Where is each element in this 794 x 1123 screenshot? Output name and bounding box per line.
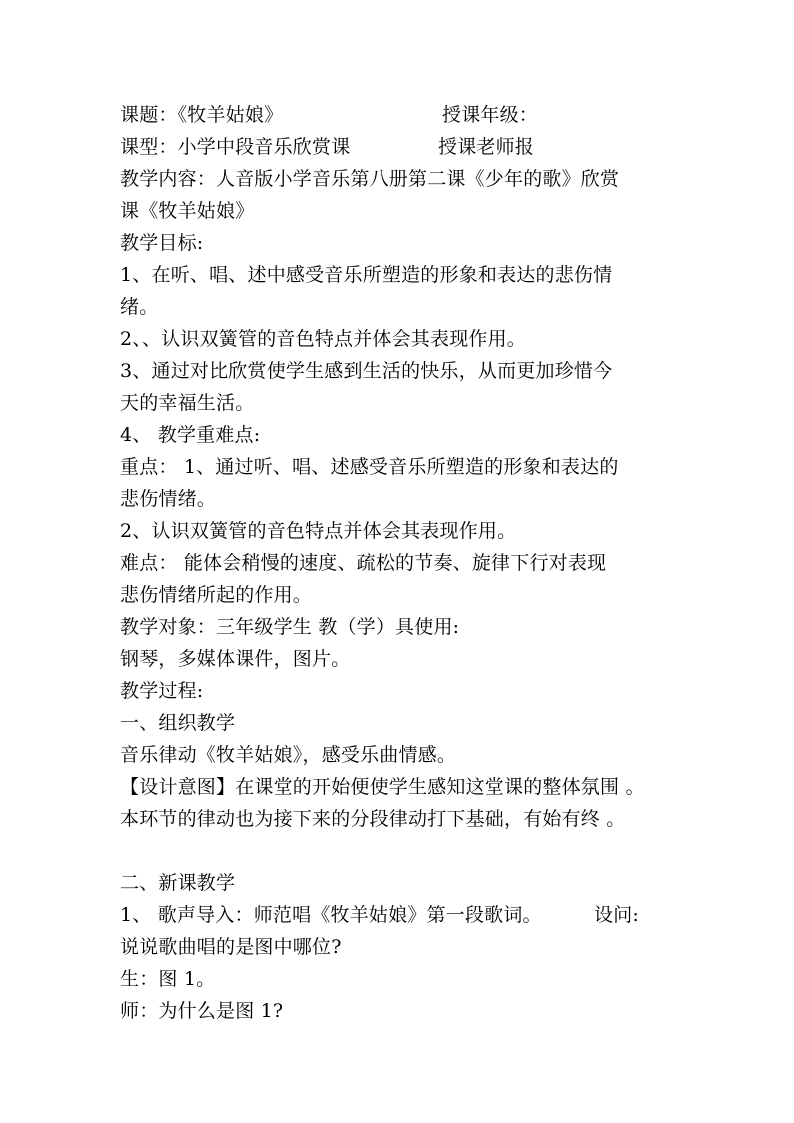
- design-intent-line-2: 本环节的律动也为接下来的分段律动打下基础，有始有终 。: [120, 808, 626, 830]
- lesson-title: 课题：《牧羊姑娘》: [120, 104, 284, 126]
- section-1-text: 音乐律动《牧羊姑娘》，感受乐曲情感。: [120, 744, 457, 766]
- objective-2: 2、、认识双簧管的音色特点并体会其表现作用。: [120, 328, 526, 350]
- lesson-type: 课型：小学中段音乐欣赏课: [120, 136, 351, 158]
- content-line-2: 课《牧羊姑娘》: [120, 200, 255, 222]
- target-and-tools: 教学对象：三年级学生 教（学）具使用:: [120, 616, 460, 638]
- key-point-1-line-1: 重点： 1、通过听、唱、述感受音乐所塑造的形象和表达的: [120, 456, 619, 478]
- lesson-type-line: [120, 136, 680, 158]
- section-2-step-1: [120, 904, 680, 926]
- objective-3-line-1: 3、通过对比欣赏使学生感到生活的快乐，从而更加珍惜今: [120, 360, 613, 382]
- section-1-heading: 一、组织教学: [120, 712, 236, 734]
- teacher-label: 授课老师报: [438, 136, 535, 158]
- step-1-text: 1、 歌声导入：师范唱《牧羊姑娘》第一段歌词。: [120, 904, 542, 926]
- objective-3-line-2: 天的幸福生活。: [120, 392, 255, 414]
- key-points-heading: 4、 教学重难点:: [120, 424, 261, 446]
- teacher-question: 师：为什么是图 1?: [120, 1000, 284, 1022]
- content-line-1: 教学内容：人音版小学音乐第八册第二课《少年的歌》欣赏: [120, 168, 620, 190]
- difficulty-line-2: 悲伤情绪所起的作用。: [120, 584, 313, 606]
- tools-list: 钢琴，多媒体课件，图片。: [120, 648, 351, 670]
- objective-1-line-1: 1、在听、唱、述中感受音乐所塑造的形象和表达的悲伤情: [120, 264, 613, 286]
- design-intent-line-1: 【设计意图】在课堂的开始便使学生感知这堂课的整体氛围 。: [120, 776, 645, 798]
- question-label: 设问:: [594, 904, 640, 926]
- objectives-heading: 教学目标:: [120, 232, 204, 254]
- question-text: 说说歌曲唱的是图中哪位?: [120, 936, 342, 958]
- key-point-1-line-2: 悲伤情绪。: [120, 488, 217, 510]
- student-answer: 生：图 1。: [120, 968, 216, 990]
- key-point-2: 2、认识双簧管的音色特点并体会其表现作用。: [120, 520, 517, 542]
- section-2-heading: 二、新课教学: [120, 872, 236, 894]
- objective-1-line-2: 绪。: [120, 296, 159, 318]
- lesson-title-line: [120, 104, 680, 126]
- difficulty-line-1: 难点： 能体会稍慢的速度、疏松的节奏、旋律下行对表现: [120, 552, 607, 574]
- grade-label: 授课年级：: [442, 104, 539, 126]
- process-heading: 教学过程:: [120, 680, 204, 702]
